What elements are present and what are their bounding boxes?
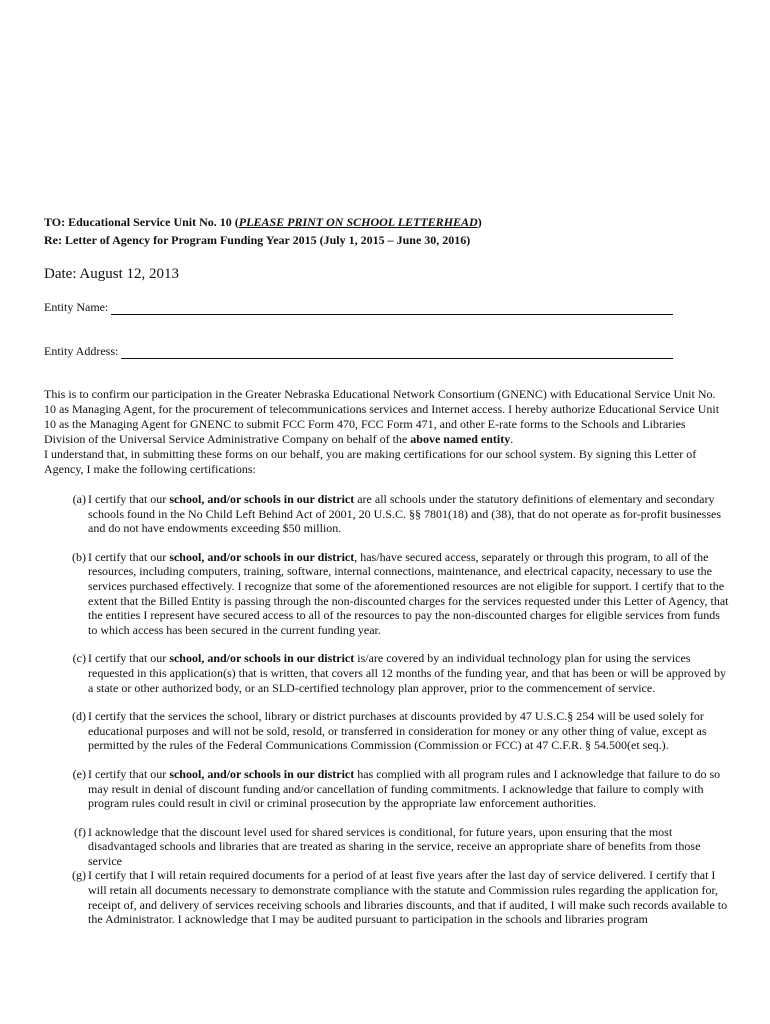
certification-d [44,709,729,753]
cert-d-text: I certify that the services the school, library or district purchases at discounts provided by 47 U.S.C.§ 254 will be used solely for educational purposes and will not be sold, resold, or transferred in consideration for money or any other thing of value, except as permitted by the rules of the Federal Communications Commission (Commission or FCC) at 47 C.F.R. § 54.500(et seq.). [88,709,707,753]
to-suffix: ) [477,215,482,229]
cert-c-mark: (c) [72,651,86,666]
intro-p1-end: . [510,432,514,446]
intro-paragraph-1 [44,387,729,447]
entity-name-label: Entity Name: [44,300,109,314]
certification-e [44,767,729,811]
intro-p1-text: This is to confirm our participation in the Greater Nebraska Educational Network Consortium (GNENC) with Educational Service Unit No. 10 as Managing Agent, for the procurement of telecommunications services and Internet access. I hereby authorize Educational Service Unit 10 as the Managing Agent for GNENC to submit FCC Form 470, FCC Form 471, and other E-rate forms to the Schools and Libraries Division of the Universal Service Administrative Company on behalf of the [44,387,720,446]
cert-f-text: I acknowledge that the discount level used for shared services is conditional, for future years, upon ensuring that the most disadvantaged schools and libraries that are treated as sharing in the service, receive an appropriate share of benefits from those service [88,824,701,868]
cert-d-mark: (d) [72,709,86,724]
certification-f [44,825,729,869]
cert-a-bold: school, and/or schools in our district [169,492,355,506]
entity-address-blank-line[interactable] [121,346,673,359]
cert-c-pre: I certify that our [88,651,170,666]
cert-e-mark: (e) [72,766,86,781]
entity-name-field[interactable] [44,300,673,315]
cert-a-pre: I certify that our [88,492,170,506]
entity-address-field[interactable] [44,344,673,359]
certification-b [44,550,729,638]
cert-e-pre: I certify that our [88,766,170,781]
to-line [44,215,482,230]
cert-b-pre: I certify that our [88,549,170,564]
cert-c-post: is/are covered by an individual technology plan for using the services requested in this application(s) that is written, that covers all 12 months of the funding year, and that has been or will be approved by a state or other authorized body, or an SLD-certified technology plan approver, prior to the commencement of service. [88,651,727,695]
certifications-list [44,492,729,927]
entity-address-label: Entity Address: [44,344,119,358]
intro-text [44,387,729,477]
cert-b-mark: (b) [72,549,86,564]
certification-g [44,868,729,926]
intro-p1-bold: above named entity [410,432,511,446]
entity-name-blank-line[interactable] [111,302,673,315]
cert-f-mark: (f) [74,824,86,839]
cert-e-post: has complied with all program rules and I acknowledge that failure to do so may result in denial of discount funding and/or cancellation of funding commitments. I acknowledge that failure to comply with program rules could result in civil or criminal prosecution by the appropriate law enforcement authorities. [88,766,721,811]
re-line: Re: Letter of Agency for Program Funding Year 2015 (July 1, 2015 – June 30, 2016) [44,233,471,247]
cert-e-text [88,767,729,811]
cert-c-bold: school, and/or schools in our district [169,651,355,666]
letterhead-note: PLEASE PRINT ON SCHOOL LETTERHEAD [238,215,478,229]
certification-c [44,651,729,695]
cert-a-post: are all schools under the statutory definitions of elementary and secondary schools found in the No Child Left Behind Act of 2001, 20 U.S.C. §§ 7801(18) and (38), that do not operate as for-profit businesses and do not have endowments exceeding $50 million. [88,492,721,536]
cert-g-text: I certify that I will retain required documents for a period of at least five years after the last day of service delivered. I certify that I will retain all documents necessary to demonstrate compliance with the statute and Commission rules regarding the application for, receipt of, and delivery of services receiving schools and libraries discounts, and that if audited, I will make such records available to the Administrator. I acknowledge that I may be audited pursuant to participation in the schools and libraries program [88,868,728,927]
certification-a [44,492,729,536]
cert-b-bold: school, and/or schools in our district [169,549,355,564]
date-line: Date: August 12, 2013 [44,266,179,282]
cert-b-text [88,550,729,638]
cert-g-mark: (g) [72,868,86,883]
to-prefix: TO: Educational Service Unit No. 10 ( [44,215,239,229]
cert-a-mark: (a) [72,492,86,506]
intro-paragraph-2: I understand that, in submitting these forms on our behalf, you are making certifications for our school system. By signing this Letter of Agency, I make the following certifications: [44,447,697,476]
cert-e-bold: school, and/or schools in our district [169,766,355,781]
cert-c-text [88,651,729,695]
cert-b-post: , has/have secured access, separately or through this program, to all of the resources, including computers, training, software, internal connections, maintenance, and electrical capacity, necessary to use the services purchased effectively. I recognize that some of the aforementioned resources are not eligible for support. I certify that to the extent that the Billed Entity is passing through the non-discounted charges for the services requested under this Letter of Agency, that the entities I represent have secured access to all of the resources to pay the non-discounted charges for eligible services from funds to which access has been secured in the current funding year. [88,549,729,637]
cert-a-text [88,492,729,536]
